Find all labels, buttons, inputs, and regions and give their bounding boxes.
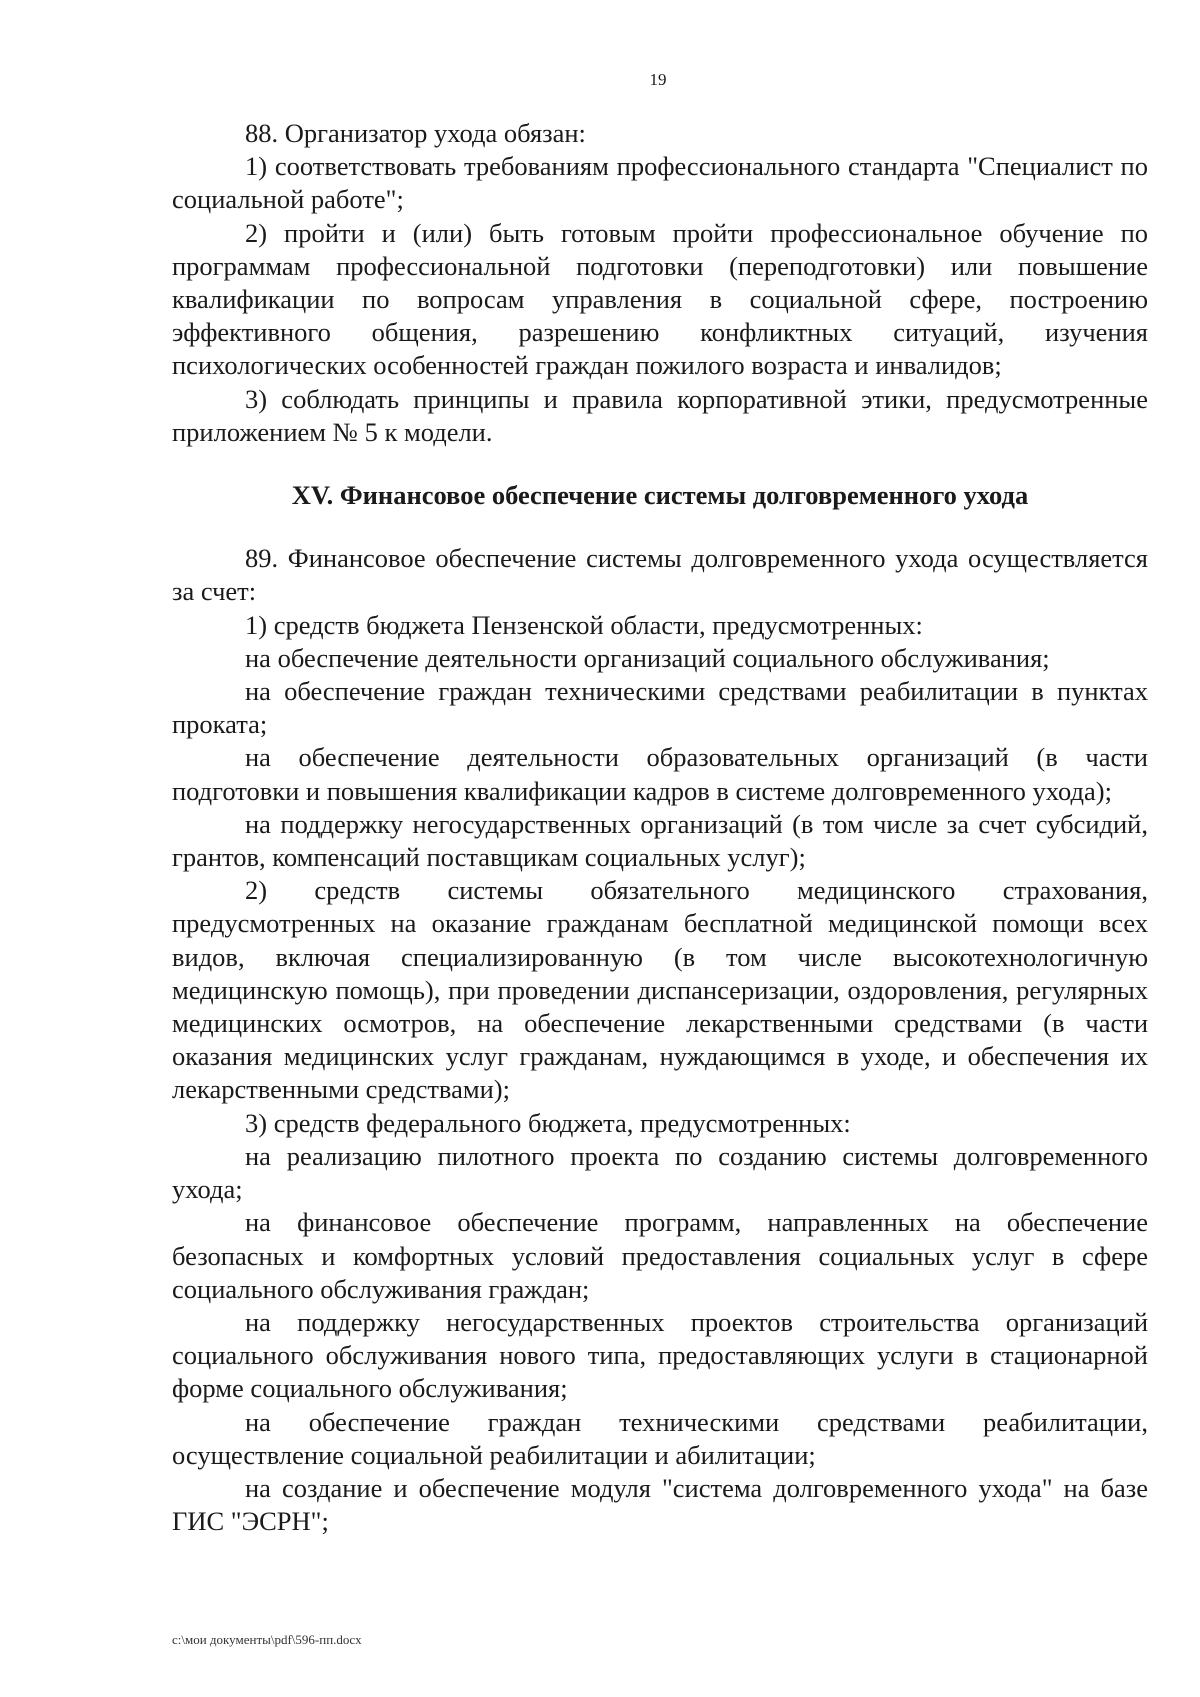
list-item: на обеспечение граждан техническими средствами реабилитации, осуществление социальной реабилитации и абилитации;: [172, 1406, 1148, 1470]
document-body: [172, 117, 1148, 1538]
paragraph-89-intro: 89. Финансовое обеспечение системы долговременного ухода осуществляется за счет:: [172, 543, 1148, 607]
list-item: на поддержку негосударственных проектов строительства организаций социального обслуживания нового типа, предоставляющих услуги в стационарной форме социального обслуживания;: [172, 1306, 1148, 1404]
paragraph-89-item-2: 2) средств системы обязательного медицинского страхования, предусмотренных на оказание гражданам бесплатной медицинской помощи всех видов, включая специализированную (в том числе высокотехнологичную медицинскую помощь), при проведении диспансеризации, оздоровления, регулярных медицинских осмотров, на обеспечение лекарственными средствами (в части оказания медицинских услуг гражданам, нуждающимся в уходе, и обеспечения их лекарственными средствами);: [172, 875, 1148, 1105]
list-item: на реализацию пилотного проекта по созданию системы долговременного ухода;: [172, 1140, 1148, 1205]
list-item: на обеспечение деятельности организаций социального обслуживания;: [245, 642, 1050, 673]
page-number: 19: [649, 70, 667, 89]
paragraph-89-item-3: 3) средств федерального бюджета, предусмотренных:: [245, 1107, 851, 1138]
list-item: на поддержку негосударственных организаций (в том числе за счет субсидий, грантов, компенсаций поставщикам социальных услуг);: [172, 808, 1148, 873]
list-item: на обеспечение деятельности образовательных организаций (в части подготовки и повышения квалификации кадров в системе долговременного ухода);: [172, 742, 1148, 806]
footer-file-path: c:\мои документы\pdf\596-пп.docx: [172, 1632, 362, 1647]
list-item: на обеспечение граждан техническими средствами реабилитации в пунктах проката;: [172, 676, 1148, 740]
list-item: на создание и обеспечение модуля "система долговременного ухода" на базе ГИС "ЭСРН";: [172, 1472, 1148, 1537]
paragraph-88-item-2: 2) пройти и (или) быть готовым пройти профессиональное обучение по программам профессиональной подготовки (переподготовки) или повышение квалификации по вопросам управления в социальной сфере, построению эффективного общения, разрешению конфликтных ситуаций, изучения психологических особенностей граждан пожилого возраста и инвалидов;: [172, 217, 1148, 381]
section-heading: XV. Финансовое обеспечение системы долговременного ухода: [291, 480, 1029, 511]
paragraph-88-item-1: 1) соответствовать требованиям профессионального стандарта "Специалист по социальной работе";: [172, 151, 1148, 215]
paragraph-88-intro: 88. Организатор ухода обязан:: [245, 118, 586, 148]
paragraph-88-item-3: 3) соблюдать принципы и правила корпоративной этики, предусмотренные приложением № 5 к модели.: [172, 383, 1148, 447]
list-item: на финансовое обеспечение программ, направленных на обеспечение безопасных и комфортных условий предоставления социальных услуг в сфере социального обслуживания граждан;: [172, 1207, 1148, 1304]
paragraph-89-item-1: 1) средств бюджета Пензенской области, предусмотренных:: [245, 609, 923, 640]
